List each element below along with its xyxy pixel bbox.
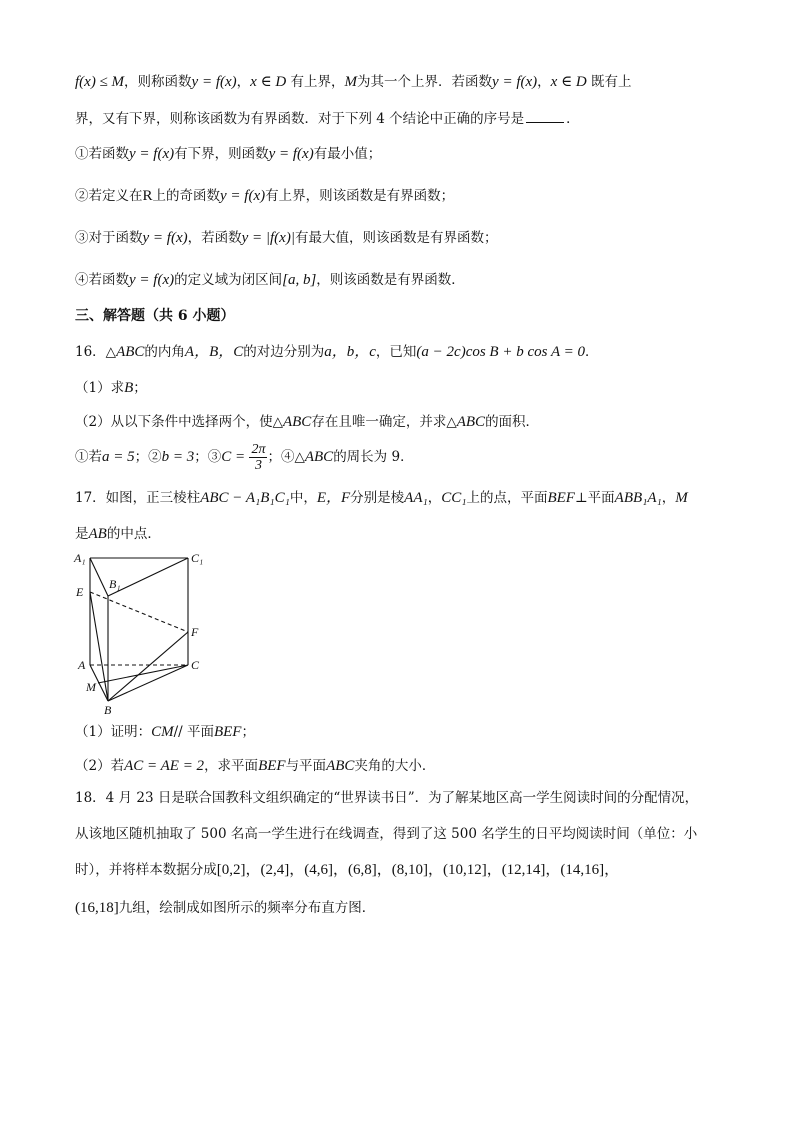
segment-m-c <box>98 665 188 683</box>
text-span: 的中点． <box>106 526 161 542</box>
question-18-line-4 <box>75 898 735 918</box>
text-span: ，则称函数 <box>124 74 192 90</box>
inline-math: BEF <box>258 758 286 774</box>
label-f: F <box>191 625 199 639</box>
text-span: ，求平面 <box>204 758 259 774</box>
text-span: 上的点，平面 <box>466 490 548 506</box>
text-span: ③对于函数 <box>75 230 143 246</box>
text-span: 的定义域为闭区间 <box>174 272 283 288</box>
text-span: 界，又有下界，则称该函数为有界函数．对于下列 4 个结论中正确的序号是 <box>75 111 525 127</box>
inline-math: AA₁ <box>404 490 428 506</box>
text-span: // 平面 <box>173 724 214 740</box>
inline-math: ABC <box>456 414 486 430</box>
inline-math: B <box>124 380 134 396</box>
label-a: A <box>78 658 86 672</box>
text-span: 与平面 <box>285 758 327 774</box>
text-span: （1）证明： <box>75 724 152 740</box>
inline-math: ABC − A₁B₁C₁ <box>200 490 290 506</box>
text-span: ①若 <box>75 449 102 465</box>
text-span: 有最小值； <box>313 146 382 162</box>
conclusion-2 <box>75 186 735 206</box>
inline-math: a，b，c <box>324 344 376 360</box>
text-span: 是 <box>75 526 89 542</box>
text-span: 有上界，则该函数是有界函数； <box>265 188 455 204</box>
inline-math: y = f(x) <box>492 74 538 90</box>
label-c: C <box>191 658 200 672</box>
inline-math: E，F <box>316 490 351 506</box>
inline-math: y = f(x) <box>142 230 188 246</box>
text-span: ，则该函数是有界函数． <box>316 272 465 288</box>
inline-math: y = f(x) <box>129 272 175 288</box>
text-span: 上的奇函数 <box>152 188 221 204</box>
text-span: ； <box>133 380 147 396</box>
label-m: M <box>86 680 96 694</box>
question-17-stem-1 <box>75 488 735 508</box>
text-span: （2）若 <box>75 758 125 774</box>
inline-math: C = <box>221 449 246 465</box>
question-17-part-1 <box>75 722 735 742</box>
question-16-stem <box>75 342 735 362</box>
inline-math: [a, b] <box>282 272 317 288</box>
inline-math: M <box>675 490 688 506</box>
text-span: ， <box>427 490 442 506</box>
question-16-options <box>75 440 735 474</box>
text-span: 既有上 <box>586 74 632 90</box>
text-span: 为其一个上界．若函数 <box>357 74 493 90</box>
inline-math: AB <box>88 526 107 542</box>
text-span: 的面积． <box>485 414 540 430</box>
text-span: 存在且唯一确定，并求△ <box>311 414 457 430</box>
text-line-bounded-def-1 <box>75 72 735 92</box>
question-18-line-3 <box>75 860 735 880</box>
inline-math: b = 3 <box>161 449 195 465</box>
text-span: 17．如图，正三棱柱 <box>75 490 201 506</box>
inline-math: R <box>142 188 153 204</box>
inline-math: y = f(x) <box>129 146 175 162</box>
question-16-part-2 <box>75 412 735 432</box>
answer-blank[interactable] <box>526 108 564 123</box>
label-b: B <box>104 703 112 717</box>
section-heading: 三、解答题（共 6 小题） <box>75 308 235 324</box>
fraction-two-pi-over-three <box>249 442 267 473</box>
inline-math: x ∈ D <box>250 74 287 90</box>
question-18-line-2: 从该地区随机抽取了 500 名高一学生进行在线调查，得到了这 500 名学生的日平均阅读时间（单位：小 <box>75 826 698 842</box>
text-span: 有最大值，则该函数是有界函数； <box>294 230 498 246</box>
inline-math: A，B，C <box>184 344 244 360</box>
inline-math: ABB₁A₁ <box>614 490 662 506</box>
text-span: ；③ <box>194 449 222 465</box>
question-18-line-1: 18．4 月 23 日是联合国教科文组织确定的“世界读书日”．为了解某地区高一学生阅读时间的分配情况， <box>75 790 699 806</box>
text-span: ． <box>584 344 599 360</box>
text-span: ；② <box>134 449 162 465</box>
inline-math: ABC <box>326 758 355 774</box>
fraction-denominator: 3 <box>254 458 262 473</box>
text-span: ②若定义在 <box>75 188 143 204</box>
dashed-e-f <box>90 592 188 632</box>
edge-a1-b1 <box>90 558 108 596</box>
text-span: ； <box>241 724 255 740</box>
question-17-part-2 <box>75 756 735 776</box>
inline-math: CC₁ <box>441 490 467 506</box>
text-span: 的周长为 9． <box>333 449 414 465</box>
text-span: 夹角的大小． <box>354 758 436 774</box>
inline-math: [0,2]，(2,4]，(4,6]，(6,8]，(8,10]，(10,12]，(12,14]，(14,16]， <box>216 862 620 878</box>
question-16-part-1 <box>75 378 735 398</box>
inline-math: CM <box>151 724 174 740</box>
text-span: ，若函数 <box>187 230 242 246</box>
inline-math: y = |f(x)| <box>241 230 295 246</box>
inline-math: y = f(x) <box>268 146 314 162</box>
label-a1: A₁ <box>74 551 86 565</box>
text-span: ， <box>537 74 551 90</box>
fraction-numerator: 2π <box>251 442 266 457</box>
label-e: E <box>76 585 84 599</box>
edge-b-c <box>108 665 188 701</box>
text-span: 有上界， <box>286 74 345 90</box>
text-span: 九组，绘制成如图所示的频率分布直方图． <box>118 900 376 916</box>
text-span: 的内角 <box>144 344 185 360</box>
inline-math: x ∈ D <box>550 74 587 90</box>
text-span: ①若函数 <box>75 146 129 162</box>
text-span: ， <box>661 490 676 506</box>
text-span: 分别是棱 <box>350 490 405 506</box>
text-span: ． <box>566 111 580 127</box>
inline-math: ABC <box>116 344 145 360</box>
text-span: 时），并将样本数据分成 <box>75 862 217 878</box>
text-span: 16．△ <box>75 344 117 360</box>
text-span: （1）求 <box>75 380 125 396</box>
text-span: ， <box>236 74 251 90</box>
segment-b-f <box>108 632 188 701</box>
label-c1: C₁ <box>191 551 204 565</box>
conclusion-3 <box>75 228 735 248</box>
text-span: ，已知 <box>375 344 417 360</box>
inline-math: BEF <box>213 724 242 740</box>
inline-math: a = 5 <box>102 449 135 465</box>
text-span: ；④△ <box>267 449 305 465</box>
inline-math: ABC <box>282 414 312 430</box>
text-span: 中， <box>289 490 317 506</box>
inline-math: y = f(x) <box>220 188 266 204</box>
question-17-stem-2 <box>75 524 735 544</box>
prism-figure <box>70 548 210 718</box>
inline-math: (16,18] <box>75 900 119 916</box>
inline-math: AC = AE = 2 <box>124 758 205 774</box>
inline-math: (a − 2c)cos B + b cos A = 0 <box>416 344 585 360</box>
inline-math: f(x) ≤ M <box>75 74 125 90</box>
text-span: 的对边分别为 <box>243 344 325 360</box>
inline-math: BEF <box>547 490 575 506</box>
inline-math: ABC <box>304 449 334 465</box>
inline-math: y = f(x) <box>191 74 237 90</box>
inline-math: M <box>344 74 358 90</box>
text-span: 有下界，则函数 <box>174 146 269 162</box>
conclusion-4 <box>75 270 735 290</box>
conclusion-1 <box>75 144 735 164</box>
text-span: （2）从以下条件中选择两个，使△ <box>75 414 283 430</box>
text-span: ④若函数 <box>75 272 129 288</box>
text-span: ⊥平面 <box>574 490 615 506</box>
text-line-bounded-def-2 <box>75 108 735 129</box>
label-b1: B₁ <box>109 577 121 591</box>
